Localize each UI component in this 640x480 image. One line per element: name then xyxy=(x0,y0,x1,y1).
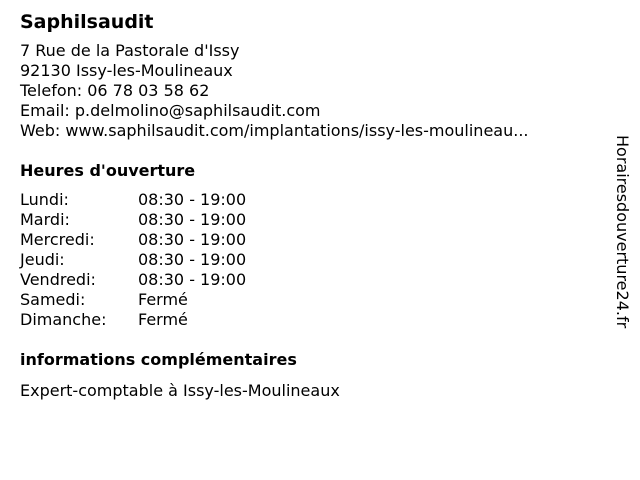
hours-row-tuesday xyxy=(20,210,600,230)
hours-value: Fermé xyxy=(138,310,188,329)
phone-number[interactable]: 06 78 03 58 62 xyxy=(87,81,210,100)
hours-value: 08:30 - 19:00 xyxy=(138,230,247,249)
web-label: Web: xyxy=(20,121,61,140)
additional-info-heading: informations complémentaires xyxy=(20,350,297,369)
day-label: Vendredi: xyxy=(20,270,96,289)
hours-value: 08:30 - 19:00 xyxy=(138,270,247,289)
hours-value: 08:30 - 19:00 xyxy=(138,250,247,269)
address-line-1: 7 Rue de la Pastorale d'Issy xyxy=(20,41,240,60)
email-label: Email: xyxy=(20,101,70,120)
hours-row-thursday xyxy=(20,250,600,270)
business-name: Saphilsaudit xyxy=(20,11,154,33)
hours-row-friday xyxy=(20,270,600,290)
day-label: Mercredi: xyxy=(20,230,95,249)
opening-hours-table xyxy=(20,190,600,330)
opening-hours-heading: Heures d'ouverture xyxy=(20,161,196,180)
hours-row-wednesday xyxy=(20,230,600,250)
day-label: Samedi: xyxy=(20,290,86,309)
phone-label: Telefon: xyxy=(20,81,83,100)
phone-row xyxy=(20,81,600,101)
hours-row-sunday xyxy=(20,310,600,330)
vertical-brand-label: Horairesdouverture24.fr xyxy=(613,135,632,329)
hours-value: 08:30 - 19:00 xyxy=(138,210,247,229)
day-label: Mardi: xyxy=(20,210,70,229)
additional-info-text: Expert-comptable à Issy-les-Moulineaux xyxy=(20,381,340,400)
email-address[interactable]: p.delmolino@saphilsaudit.com xyxy=(74,101,321,120)
email-row xyxy=(20,101,600,121)
business-card xyxy=(20,10,600,401)
hours-row-saturday xyxy=(20,290,600,310)
hours-value: Fermé xyxy=(138,290,188,309)
hours-row-monday xyxy=(20,190,600,210)
address-line-2: 92130 Issy-les-Moulineaux xyxy=(20,61,233,80)
website-link[interactable]: www.saphilsaudit.com/implantations/issy-les-moulineau... xyxy=(65,121,529,140)
day-label: Lundi: xyxy=(20,190,69,209)
web-row xyxy=(20,121,600,141)
day-label: Dimanche: xyxy=(20,310,107,329)
day-label: Jeudi: xyxy=(20,250,65,269)
hours-value: 08:30 - 19:00 xyxy=(138,190,247,209)
